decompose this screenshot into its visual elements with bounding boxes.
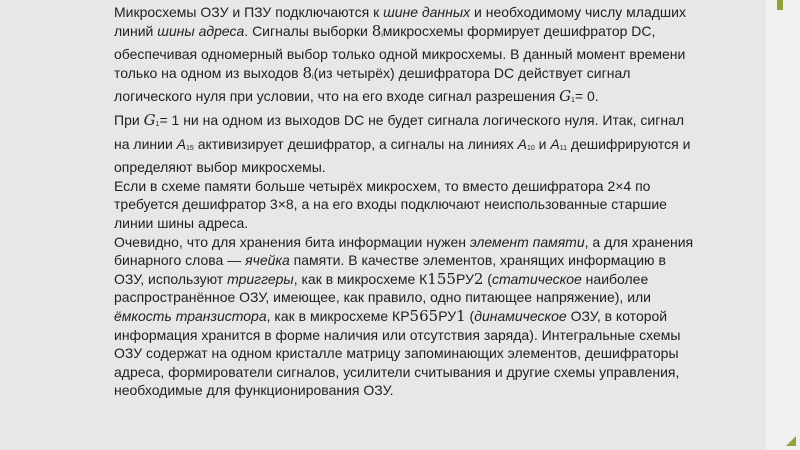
enable-signal: G bbox=[559, 87, 572, 106]
address-line: A bbox=[517, 135, 527, 152]
accent-mark bbox=[777, 0, 783, 10]
paragraph-1: Микросхемы ОЗУ и ПЗУ подключаются к шине данных и необходимому числу младших линий шины адреса. Сигналы выборки 8iмикросхемы формирует дешифратор DC, обеспечивая одномерный выбор только одной микросхемы. В данный момент времени только на одном из выходов 8i(из четырёх) дешифратора DC действует сигнал логического нуля при условии, что на его входе сигнал разрешения G1= 0. bbox=[114, 4, 686, 106]
slide-text bbox=[114, 3, 696, 400]
right-side-bar bbox=[766, 0, 800, 450]
paragraph-4: Очевидно, что для хранения бита информации нужен элемент памяти, а для хранения бинарного слова — ячейка памяти. В качестве элементов, хранящих информацию в ОЗУ, используют триггеры, как в микросхеме К155РУ2 (статическое наиболее распространённое ОЗУ, имеющее, как правило, одно питающее напряжение), или ёмкость транзистора, как в микросхеме КР565РУ1 (динамическое ОЗУ, в которой информация хранится в форме наличия или отсутствия заряда). Интегральные схемы ОЗУ содержат на одном кристалле матрицу запоминающих элементов, дешифраторы адреса, формирователи сигналов, усилители считывания и другие схемы управления, необходимые для функционирования ОЗУ. bbox=[114, 233, 694, 399]
corner-triangle bbox=[786, 436, 796, 446]
paragraph-2: При G1= 1 ни на одном из выходов DC не будет сигнала логического нуля. Итак, сигнал на линии A15 активизирует дешифратор, а сигналы на линиях A10 и A11 дешифрируются и определяют выбор микросхемы. bbox=[114, 110, 691, 176]
select-signal: 8 bbox=[302, 63, 313, 82]
address-line: A bbox=[176, 135, 187, 152]
address-line: A bbox=[550, 135, 560, 152]
enable-signal: G bbox=[143, 110, 156, 129]
select-signal: 8 bbox=[371, 21, 382, 40]
paragraph-3: Если в схеме памяти больше четырёх микросхем, то вместо дешифратора 2×4 по требуется дешифратор 3×8, а на его входы подключают неиспользованные старшие линии шины адреса. bbox=[114, 177, 667, 231]
